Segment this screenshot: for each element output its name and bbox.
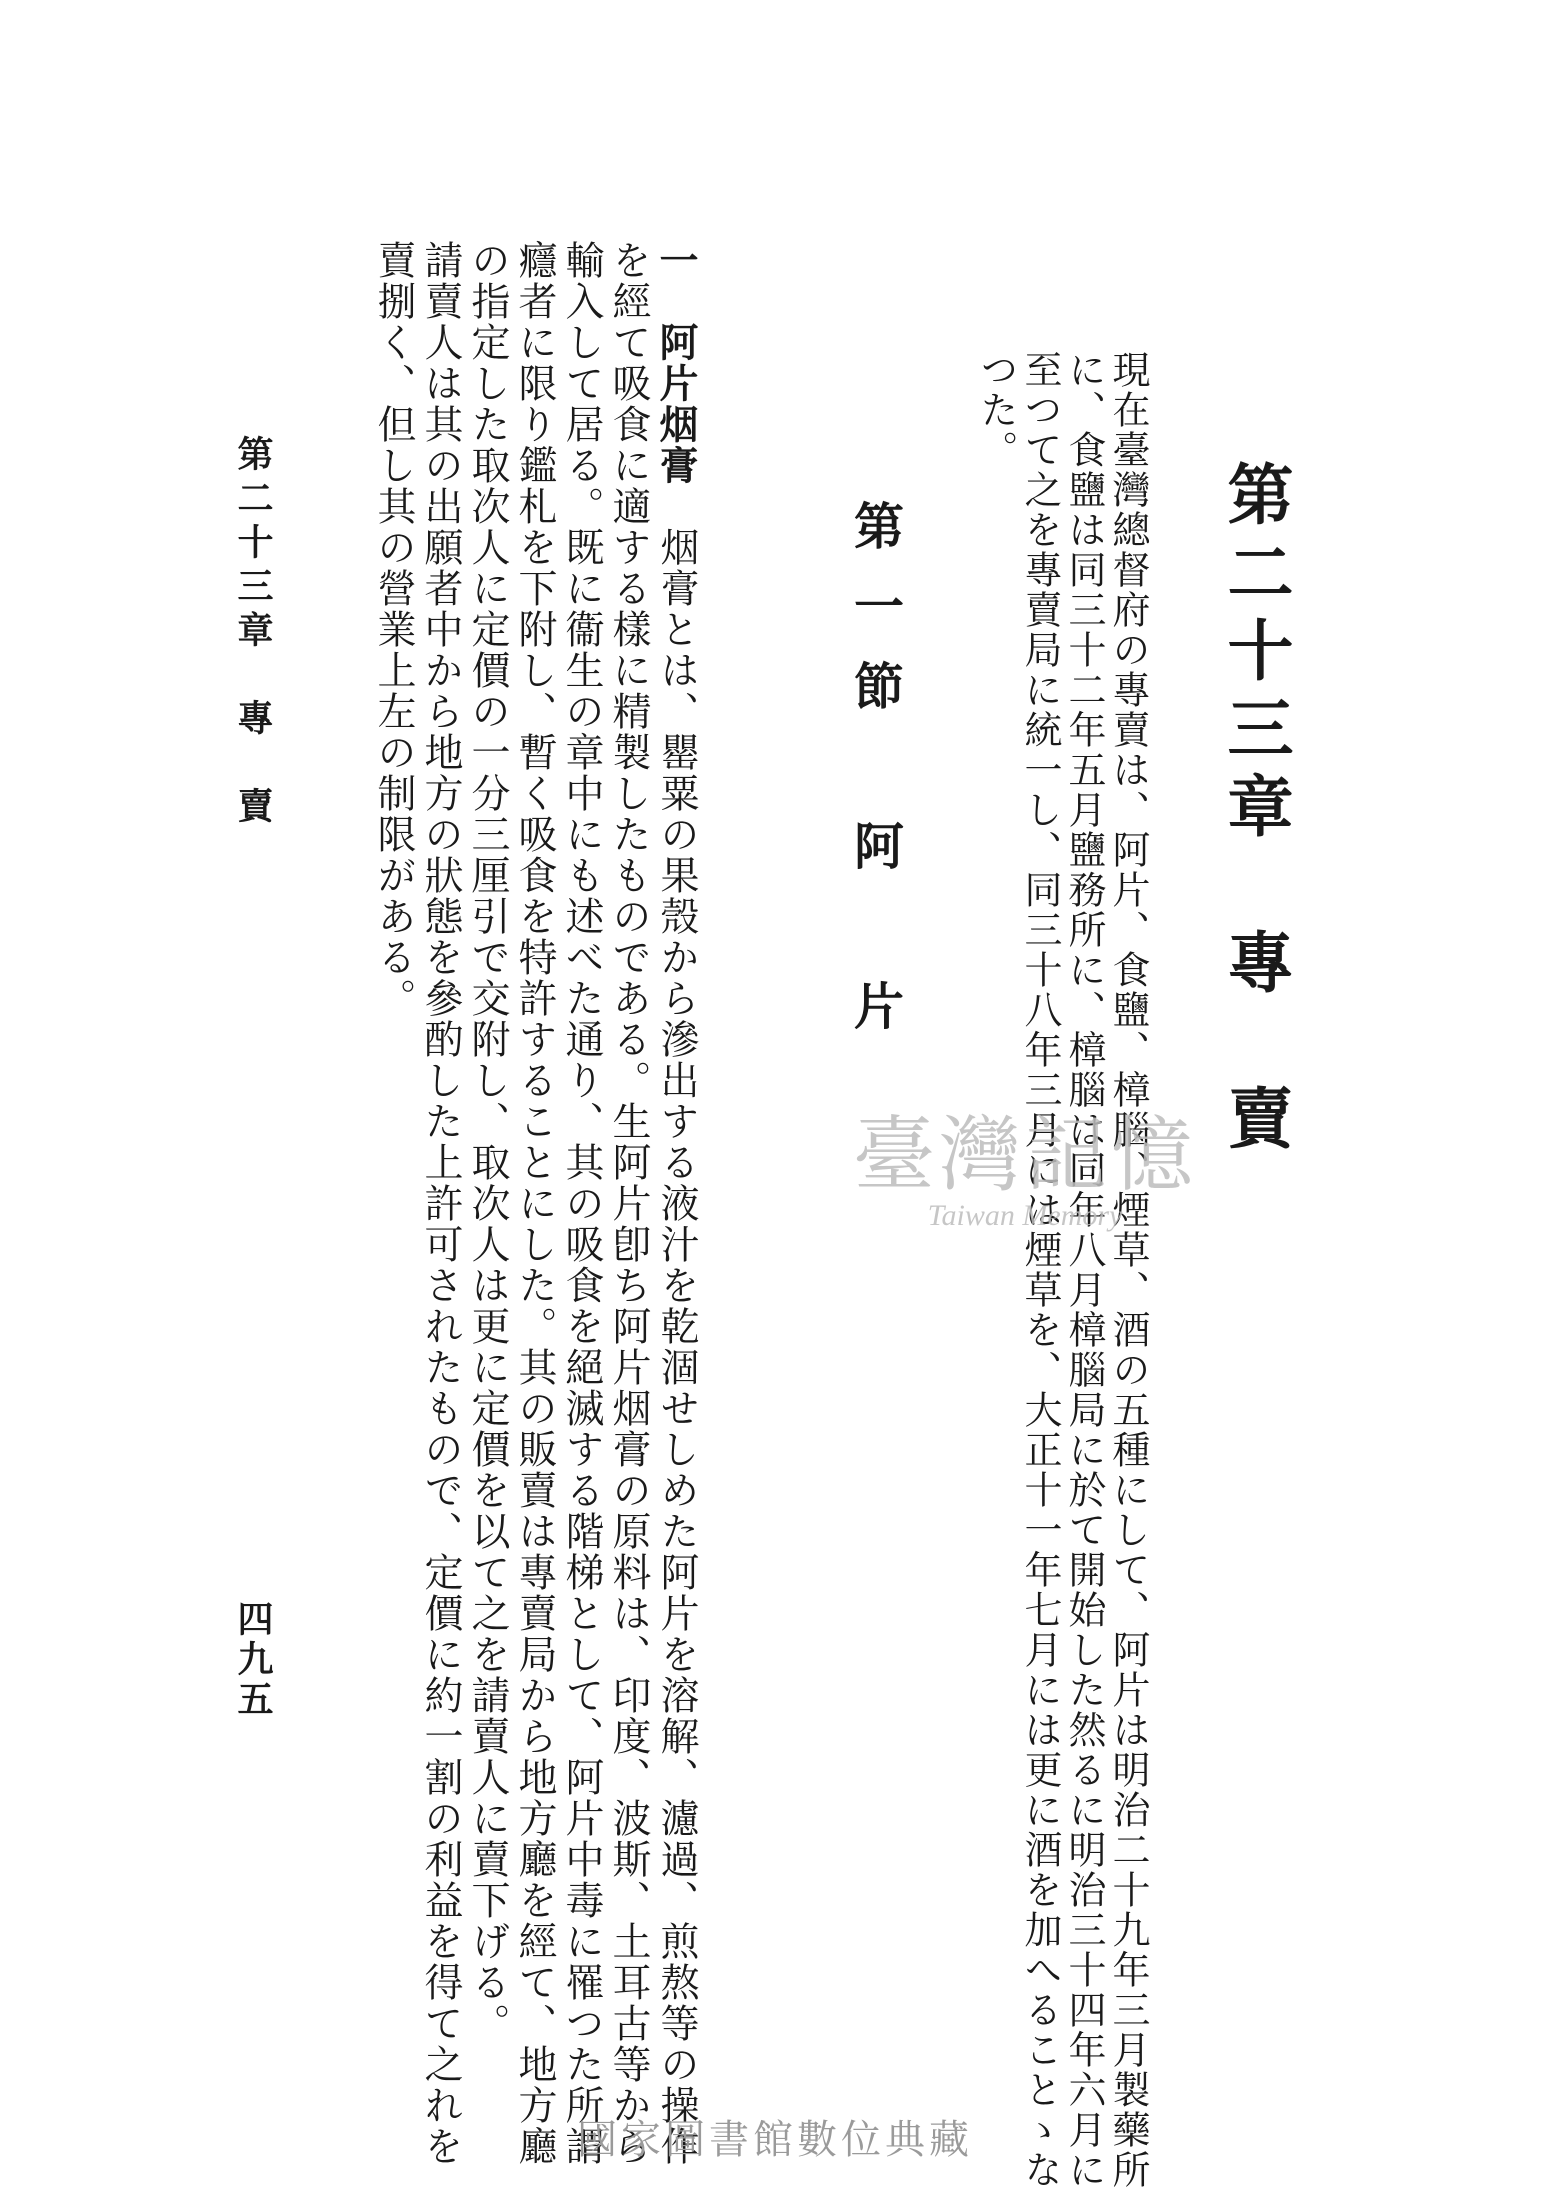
body-paragraph-2: 請賣人は其の出願者中から地方の狀態を參酌した上許可されたもので、定價に約一割の利益を得て之れを賣捌く、但し其の營業上左の制限がある。 [371, 240, 463, 2167]
running-head: 第二十三章 專 賣 [232, 435, 274, 831]
footer-collection-credit: 國家圖書館數位典藏 [577, 2117, 973, 2163]
watermark [790, 1090, 1260, 1233]
page-number: 四九五 [232, 1600, 274, 1720]
chapter-title: 第二十三章 專 賣 [1216, 460, 1294, 1162]
watermark-logo-subtext: Taiwan Memory [927, 1199, 1123, 1232]
intro-paragraph: 現在臺灣總督府の專賣は、阿片、食鹽、樟腦、煙草、酒の五種にして、阿片は明治二十九年三月製藥所に、食鹽は同三十二年五月鹽務所に、樟腦は同年八月樟腦局に於て開始した然るに明治三十四年六月に至つて之を專賣局に統一し、同三十八年三月には煙草を、大正十一年七月には更に酒を加へることゝなつた。 [974, 350, 1150, 2190]
item-title: 一 阿片烟膏 [653, 240, 699, 486]
watermark-logo-text: 臺灣記憶 [852, 1108, 1197, 1203]
section-title: 第一節 阿 片 [846, 500, 905, 1060]
body-text [40, 240, 700, 2200]
body-paragraph-1 [464, 240, 700, 2200]
body-paragraph-1-text: 烟膏とは、罌粟の果殼から滲出する液汁を乾涸せしめた阿片を溶解、濾過、煎熬等の操作を經て吸食に適する樣に精製したものである。生阿片卽ち阿片烟膏の原料は、印度、波斯、土耳古等から輸入して居る。既に衞生の章中にも述べた通り、其の吸食を絕滅する階梯として、阿片中毒に罹つた所謂癮者に限り鑑札を下附し、暫く吸食を特許することにした。其の販賣は專賣局から地方廳を經て、地方廳の指定した取次人に定價の一分三厘引で交附し、取次人は更に定價を以て之を請賣人に賣下げる。 [465, 240, 699, 2167]
